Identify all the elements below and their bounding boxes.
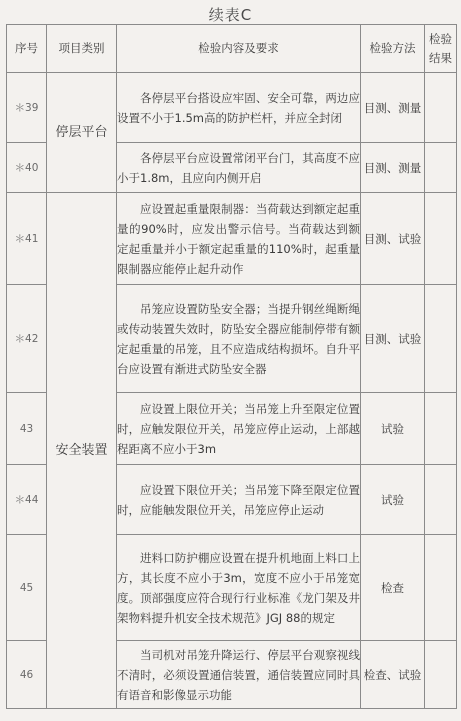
- content-text: 各停层平台搭设应牢固、安全可靠，两边应设置不小于1.5m高的防护栏杆，并应全封闭: [117, 90, 360, 125]
- row-result: [425, 535, 457, 641]
- row-method: 目测、试验: [361, 193, 425, 285]
- row-method: 目测、测量: [361, 73, 425, 143]
- row-number: ＊42: [7, 285, 47, 393]
- row-result: [425, 285, 457, 393]
- category-safety-device: 安全装置: [47, 193, 117, 709]
- table-row: [7, 193, 457, 285]
- row-content: [117, 393, 361, 465]
- content-text: 进料口防护棚应设置在提升机地面上料口上方，其长度不应小于3m，宽度不应小于吊笼宽度。顶部强度应符合现行行业标准《龙门架及井架物料提升机安全技术规范》JGJ 88的规定: [117, 550, 360, 625]
- row-method: 目测、试验: [361, 285, 425, 393]
- row-result: [425, 641, 457, 709]
- row-result: [425, 465, 457, 535]
- row-number: 46: [7, 641, 47, 709]
- row-method: 试验: [361, 393, 425, 465]
- table-title: 续表C: [208, 6, 253, 24]
- row-content: [117, 641, 361, 709]
- header-no: 序号: [7, 25, 47, 73]
- header-content: 检验内容及要求: [117, 25, 361, 73]
- row-number: ＊39: [7, 73, 47, 143]
- row-number: ＊41: [7, 193, 47, 285]
- row-content: [117, 193, 361, 285]
- row-content: [117, 285, 361, 393]
- row-content: [117, 73, 361, 143]
- row-method: 检查: [361, 535, 425, 641]
- row-number: 43: [7, 393, 47, 465]
- row-result: [425, 73, 457, 143]
- row-number: 45: [7, 535, 47, 641]
- row-content: [117, 535, 361, 641]
- content-text: 应设置上限位开关；当吊笼上升至限定位置时，应触发限位开关，吊笼应停止运动，上部越程距离不应小于3m: [117, 401, 360, 456]
- row-result: [425, 193, 457, 285]
- content-text: 当司机对吊笼升降运行、停层平台观察视线不清时，必须设置通信装置，通信装置应同时具有语音和影像显示功能: [117, 647, 360, 702]
- header-method: 检验方法: [361, 25, 425, 73]
- category-floor-platform: 停层平台: [47, 73, 117, 193]
- row-method: 试验: [361, 465, 425, 535]
- row-number: ＊44: [7, 465, 47, 535]
- inspection-table: [6, 24, 457, 709]
- content-text: 应设置下限位开关；当吊笼下降至限定位置时，应能触发限位开关，吊笼应停止运动: [117, 482, 360, 517]
- content-text: 应设置起重量限制器：当荷载达到额定起重量的90%时，应发出警示信号。当荷载达到额定起重量并小于额定起重量的110%时，起重量限制器应能停止起升动作: [117, 201, 360, 276]
- header-category: 项目类别: [47, 25, 117, 73]
- row-method: 检查、试验: [361, 641, 425, 709]
- row-content: [117, 143, 361, 193]
- row-result: [425, 393, 457, 465]
- table-row: [7, 73, 457, 143]
- row-result: [425, 143, 457, 193]
- row-number: ＊40: [7, 143, 47, 193]
- row-method: 目测、测量: [361, 143, 425, 193]
- header-row: [7, 25, 457, 73]
- content-text: 吊笼应设置防坠安全器；当提升钢丝绳断绳或传动装置失效时，防坠安全器应能制停带有额定起重量的吊笼，且不应造成结构损坏。自升平台应设置有渐进式防坠安全器: [117, 301, 360, 376]
- row-content: [117, 465, 361, 535]
- content-text: 各停层平台应设置常闭平台门，其高度不应小于1.8m，且应向内侧开启: [117, 150, 360, 185]
- header-result: 检验结果: [425, 25, 457, 73]
